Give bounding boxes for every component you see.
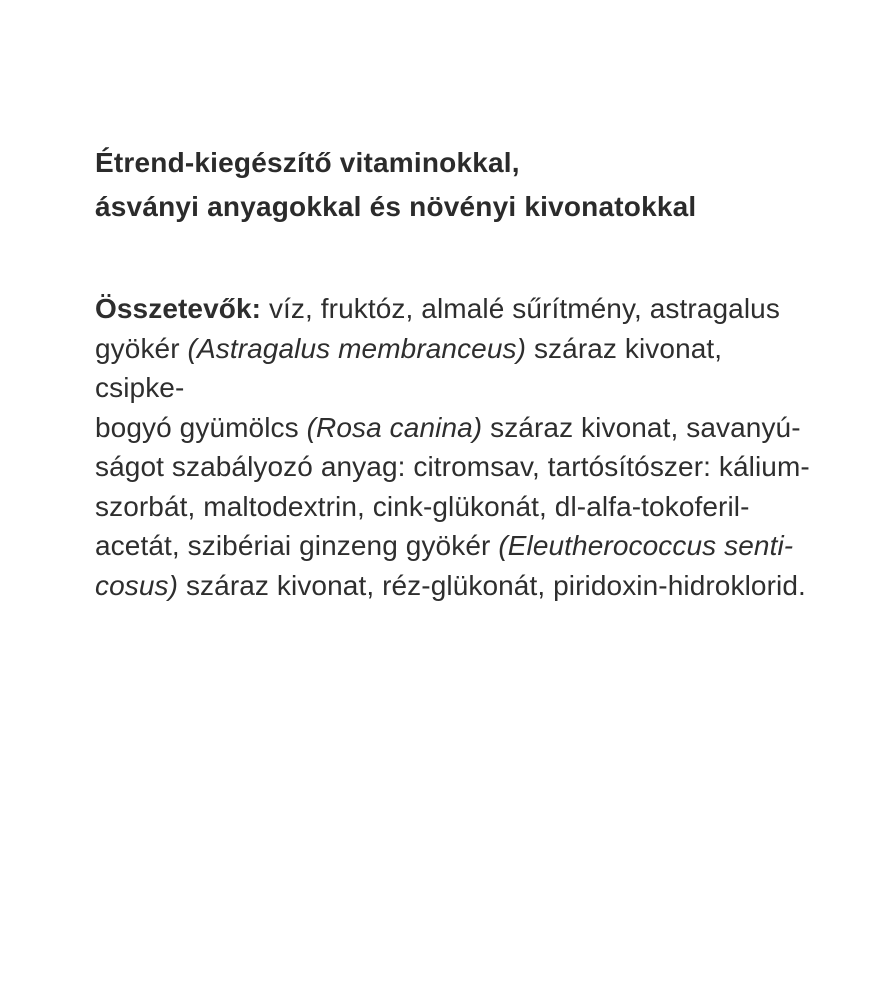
latin-plant-name: (Astragalus membranceus) xyxy=(187,332,527,364)
ingredients-text: ságot szabályozó anyag: citromsav, tartósítószer: kálium- xyxy=(95,451,810,482)
ingredients-lead-label: Összetevők: xyxy=(95,293,262,324)
heading-line-2: ásványi anyagokkal és növényi kivonatokkal xyxy=(95,191,697,222)
latin-plant-name: cosus) xyxy=(95,569,179,601)
ingredients-text: víz, fruktóz, almalé sűrítmény, astragalus xyxy=(261,293,780,324)
ingredients-text: acetát, szibériai ginzeng gyökér xyxy=(95,530,499,561)
heading-line-1: Étrend-kiegészítő vitaminokkal, xyxy=(95,147,520,178)
ingredients-text: szorbát, maltodextrin, cink-glükonát, dl-alfa-tokoferil- xyxy=(95,490,750,522)
ingredients-text: bogyó gyümölcs xyxy=(95,411,307,443)
ingredients-text: száraz kivonat, csipke- xyxy=(95,332,723,403)
ingredients-paragraph xyxy=(95,289,815,605)
latin-plant-name: (Rosa canina) xyxy=(306,411,483,443)
latin-plant-name: (Eleutherococcus senti- xyxy=(498,530,794,561)
ingredients-text: száraz kivonat, savanyú- xyxy=(482,411,801,443)
ingredients-text: száraz kivonat, réz-glükonát, piridoxin-hidroklorid. xyxy=(178,569,806,601)
ingredients-text: gyökér xyxy=(95,332,188,364)
product-type-heading xyxy=(95,141,696,229)
